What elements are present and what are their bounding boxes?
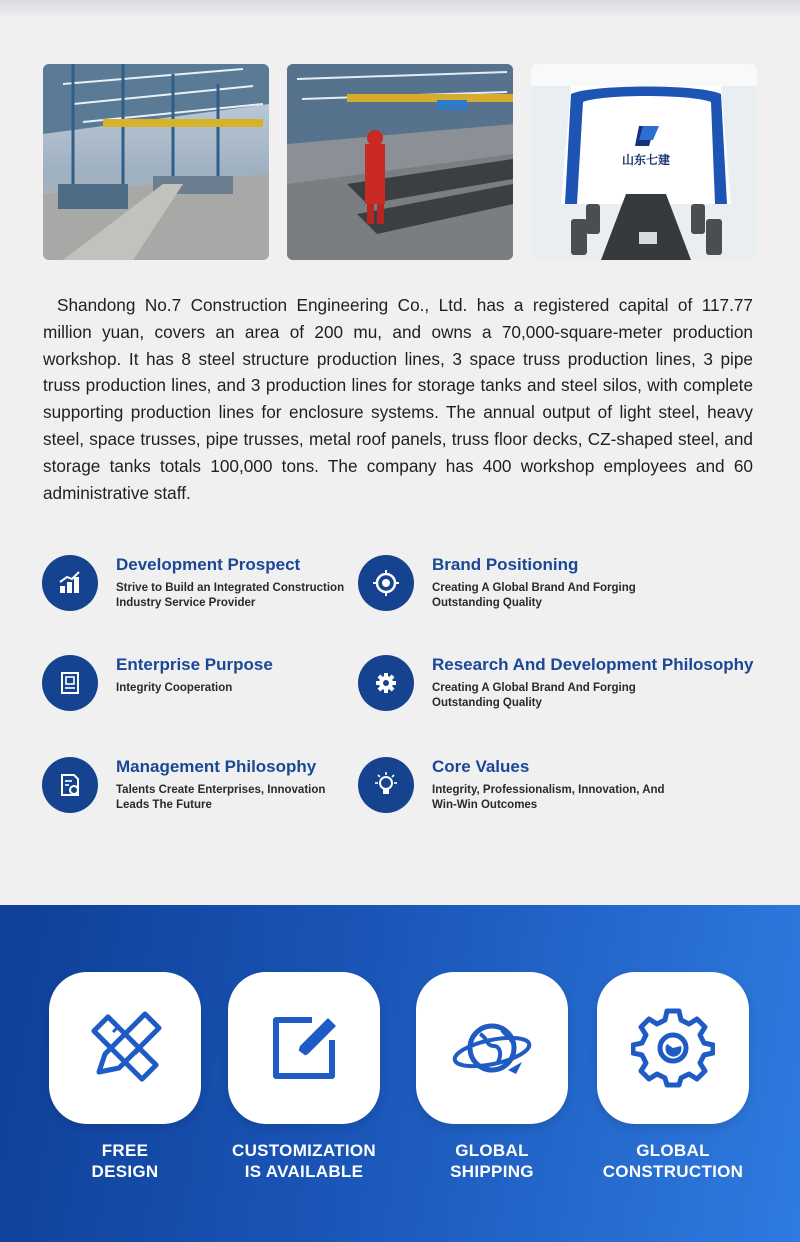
service-label-line2: DESIGN (91, 1162, 159, 1181)
ruler-pencil-icon (83, 1006, 167, 1090)
welding-worker-photo (287, 64, 513, 260)
services-banner (0, 905, 800, 1242)
gear-icon (358, 655, 414, 711)
feature-research-development-philosophy (358, 655, 754, 715)
lightbulb-icon (358, 757, 414, 813)
feature-description: Strive to Build an Integrated Construction Industry Service Provider (116, 582, 345, 609)
service-label (204, 1140, 404, 1182)
service-card (228, 972, 380, 1124)
company-sign-text: 山东七建 (621, 153, 671, 167)
top-shadow (0, 0, 800, 18)
service-label-line2: SHIPPING (450, 1162, 534, 1181)
feature-title: Management Philosophy (116, 757, 317, 776)
service-label-line1: CUSTOMIZATION (232, 1141, 376, 1160)
factory-hall-photo (43, 64, 269, 260)
service-card (49, 972, 201, 1124)
feature-description: Integrity, Professionalism, Innovation, And Win-Win Outcomes (432, 784, 665, 811)
feature-description: Creating A Global Brand And Forging Outstanding Quality (432, 582, 636, 609)
service-global-shipping (392, 972, 592, 1182)
service-label-line2: IS AVAILABLE (244, 1162, 364, 1181)
feature-description: Creating A Global Brand And Forging Outstanding Quality (432, 682, 636, 709)
conference-room-photo (531, 64, 757, 260)
document-icon (42, 655, 98, 711)
feature-description: Integrity Cooperation (116, 682, 233, 694)
edit-icon (262, 1006, 346, 1090)
feature-enterprise-purpose (42, 655, 412, 715)
feature-title: Brand Positioning (432, 555, 579, 574)
feature-title: Enterprise Purpose (116, 655, 273, 674)
service-label (392, 1140, 592, 1182)
target-icon (358, 555, 414, 611)
feature-title: Core Values (432, 757, 530, 776)
bar-chart-icon (42, 555, 98, 611)
company-intro: Shandong No.7 Construction Engineering Co., Ltd. has a registered capital of 117.77 million yuan, covers an area of 200 mu, and owns a 70,000-square-meter production workshop. It has 8 steel structure production lines, 3 space truss production lines, 3 pipe truss production lines, and 3 production lines for storage tanks and steel silos, with complete supporting production lines for enclosure systems. The annual output of light steel, heavy steel, space trusses, pipe trusses, metal roof panels, truss floor decks, CZ-shaped steel, and storage tanks totals 100,000 tons. The company has 400 workshop employees and 60 administrative staff. (43, 295, 753, 503)
feature-brand-positioning (358, 555, 728, 615)
feature-management-philosophy (42, 757, 412, 817)
globe-plane-icon (450, 1006, 534, 1090)
service-label-line1: FREE (101, 1141, 149, 1160)
service-free-design (25, 972, 225, 1182)
feature-title: Development Prospect (116, 555, 301, 574)
service-label (25, 1140, 225, 1182)
service-global-construction (573, 972, 773, 1182)
document-gear-icon (42, 757, 98, 813)
service-label (573, 1140, 773, 1182)
service-card (416, 972, 568, 1124)
feature-description: Talents Create Enterprises, Innovation Leads The Future (116, 784, 326, 811)
service-card (597, 972, 749, 1124)
service-label-line1: GLOBAL (636, 1141, 710, 1160)
service-customization (204, 972, 404, 1182)
service-label-line2: CONSTRUCTION (602, 1162, 744, 1181)
feature-title: Research And Development Philosophy (432, 655, 754, 674)
feature-development-prospect (42, 555, 412, 615)
feature-core-values (358, 757, 728, 817)
gear-wrench-icon (631, 1006, 715, 1090)
service-label-line1: GLOBAL (455, 1141, 529, 1160)
